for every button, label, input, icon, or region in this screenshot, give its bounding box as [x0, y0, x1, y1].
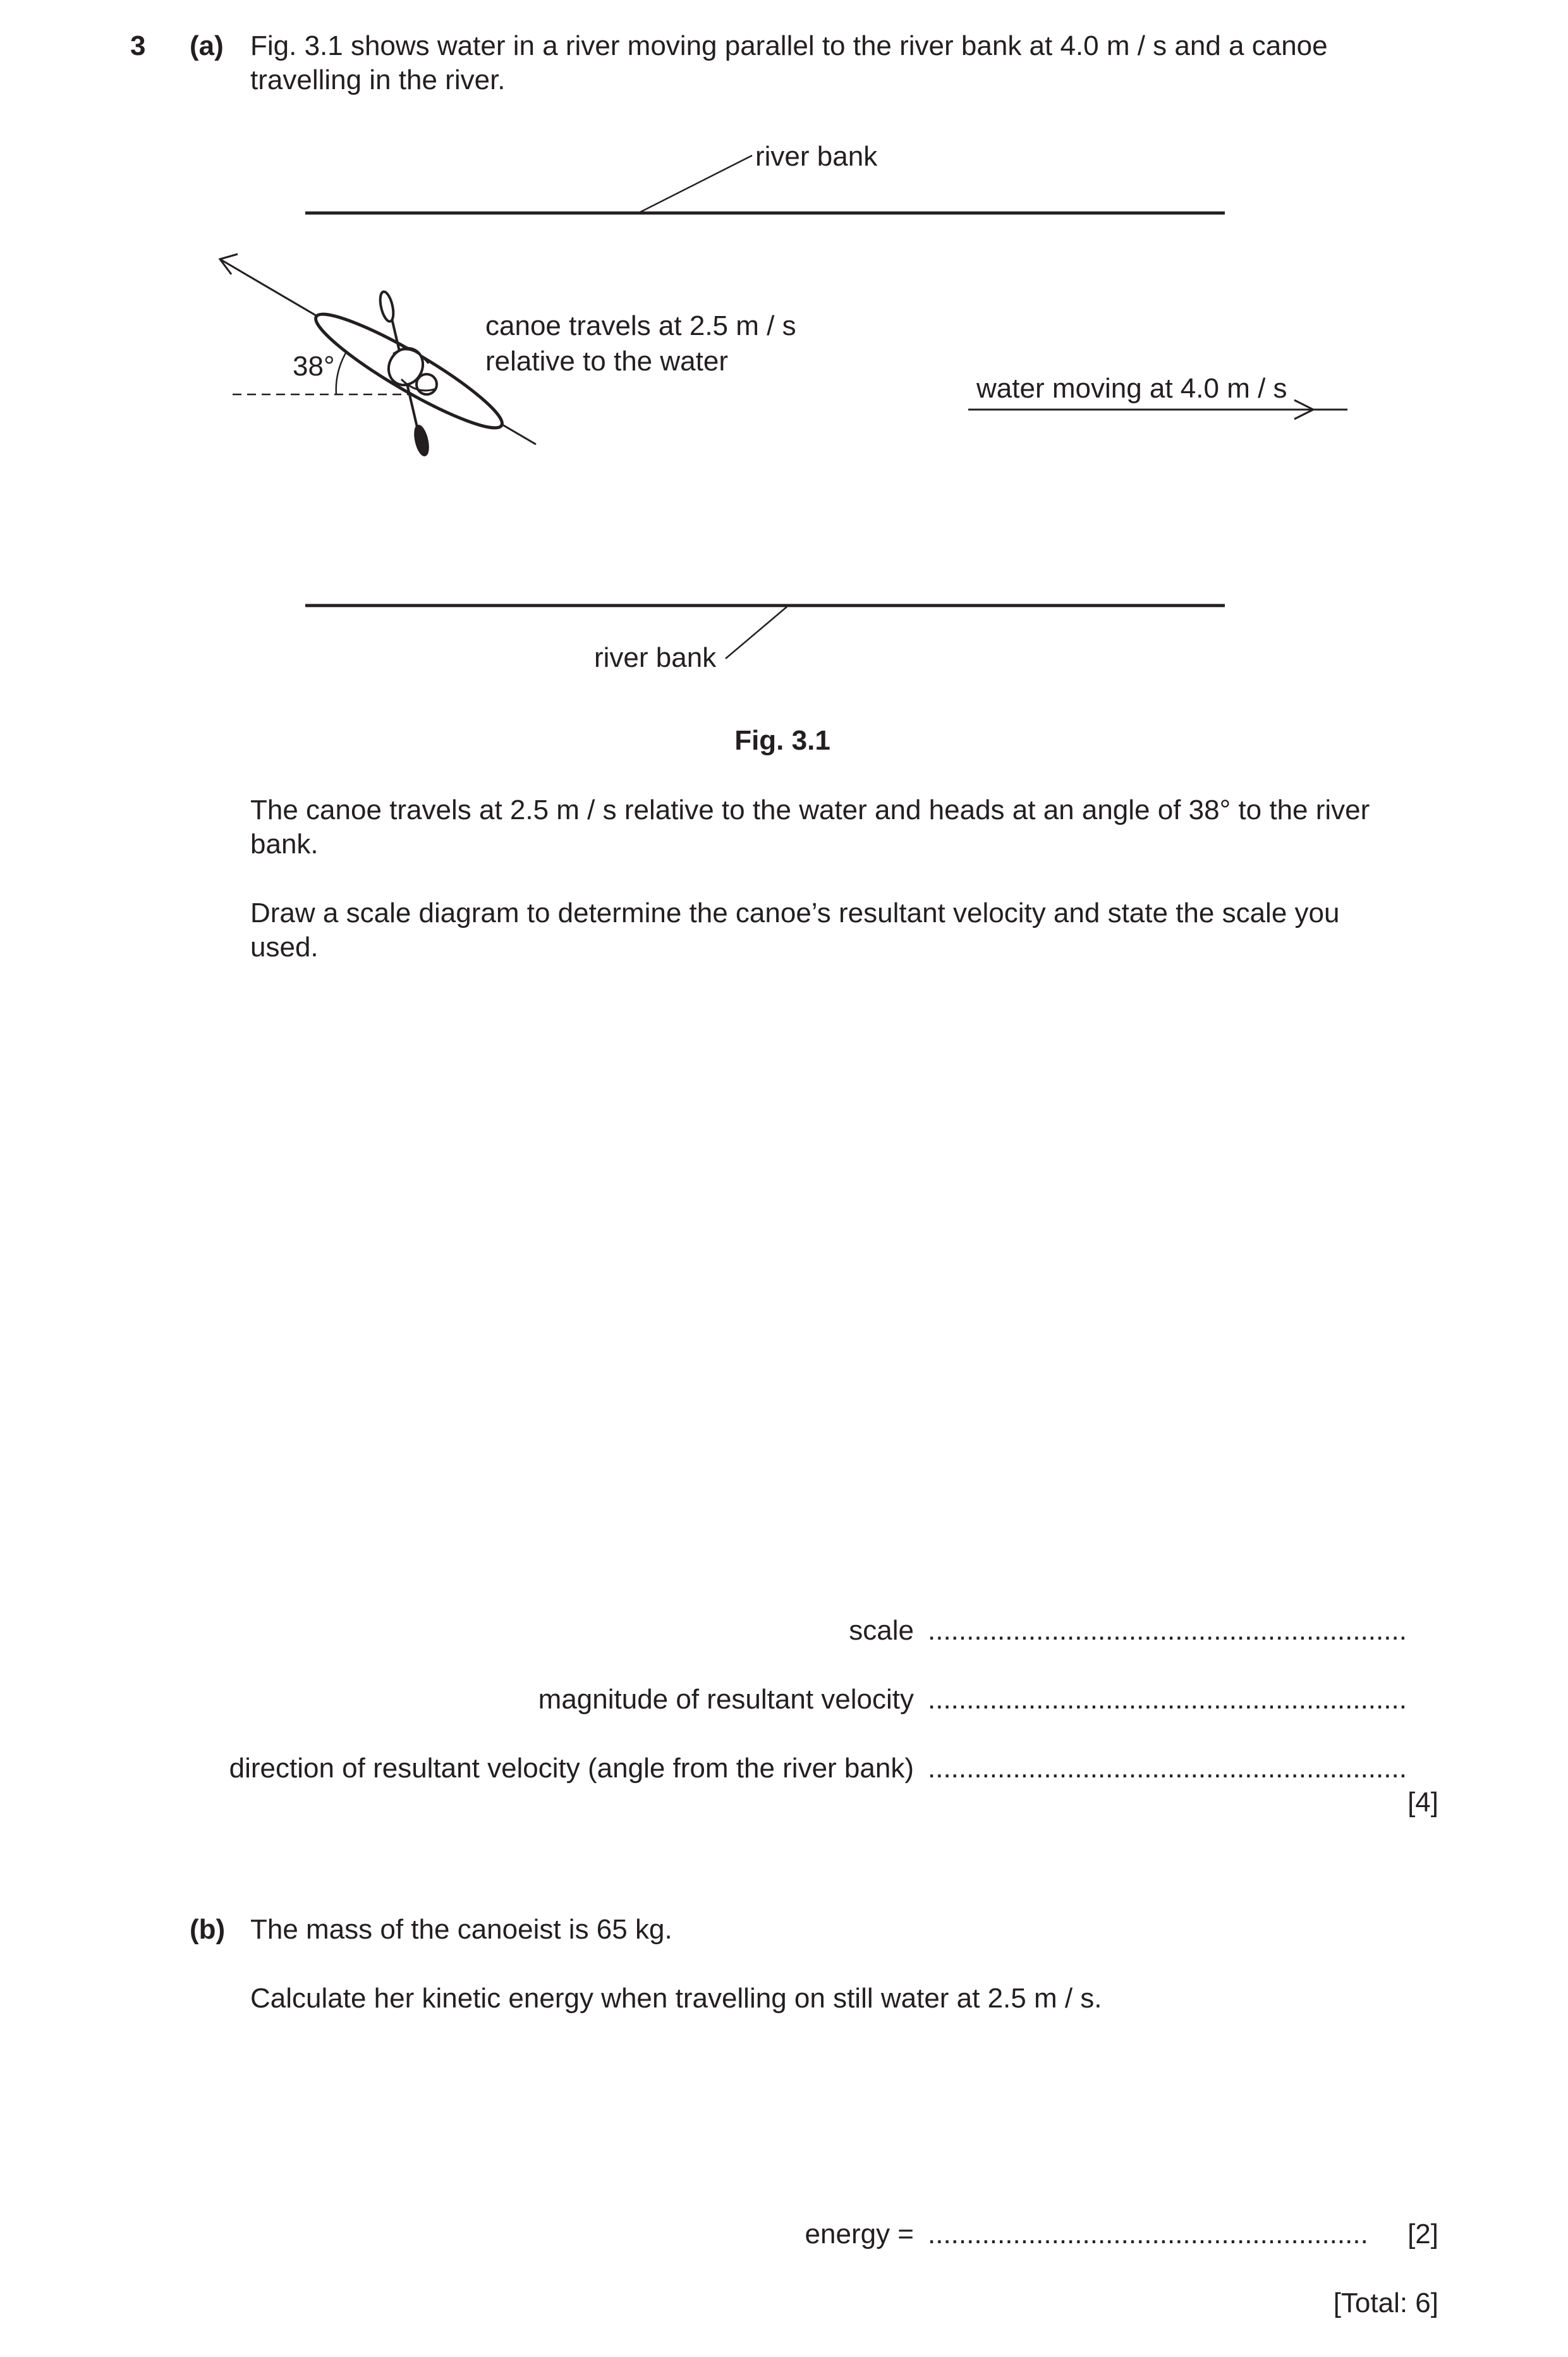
energy-label: energy =	[805, 2219, 914, 2250]
river-bank-top-pointer	[638, 155, 752, 213]
river-bank-bottom-label: river bank	[594, 642, 717, 673]
energy-answer-field[interactable]: .........................................................	[928, 2219, 1368, 2250]
canoe-label-line2: relative to the water	[485, 346, 728, 377]
part-a-para2-line1: Draw a scale diagram to determine the canoe’s resultant velocity and state the scale you	[250, 898, 1340, 929]
question-number: 3	[130, 30, 146, 61]
part-a-intro-line1: Fig. 3.1 shows water in a river moving parallel to the river bank at 4.0 m / s and a canoe	[250, 30, 1328, 61]
part-b-line2: Calculate her kinetic energy when travelling on still water at 2.5 m / s.	[250, 1983, 1102, 2014]
part-a-para2-line2: used.	[250, 932, 319, 963]
answer-direction-field[interactable]: ..............................................................	[928, 1753, 1407, 1784]
part-b-marks: [2]	[1407, 2219, 1438, 2250]
part-a-marks: [4]	[1407, 1787, 1438, 1818]
angle-label: 38°	[293, 351, 335, 382]
part-a-para1-line1: The canoe travels at 2.5 m / s relative to the water and heads at an angle of 38° to the river	[250, 795, 1370, 825]
river-bank-top-label: river bank	[755, 141, 878, 172]
answer-direction-label: direction of resultant velocity (angle from the river bank)	[229, 1753, 914, 1784]
canoe-label-line1: canoe travels at 2.5 m / s	[485, 310, 796, 341]
figure-caption: Fig. 3.1	[734, 725, 830, 756]
total-marks: [Total: 6]	[1333, 2287, 1438, 2318]
answer-scale-label: scale	[849, 1615, 914, 1646]
part-a-label: (a)	[190, 30, 224, 61]
part-b-label: (b)	[190, 1914, 226, 1945]
part-a-para1-line2: bank.	[250, 829, 319, 860]
figure-3-1	[0, 0, 1568, 758]
part-b-line1: The mass of the canoeist is 65 kg.	[250, 1914, 672, 1945]
water-label: water moving at 4.0 m / s	[976, 373, 1287, 404]
part-a-intro-line2: travelling in the river.	[250, 64, 506, 95]
river-bank-bottom-pointer	[726, 607, 787, 659]
answer-magnitude-field[interactable]: ..............................................................	[928, 1684, 1407, 1715]
answer-scale-field[interactable]: ..............................................................	[928, 1615, 1407, 1646]
answer-magnitude-label: magnitude of resultant velocity	[538, 1684, 914, 1715]
